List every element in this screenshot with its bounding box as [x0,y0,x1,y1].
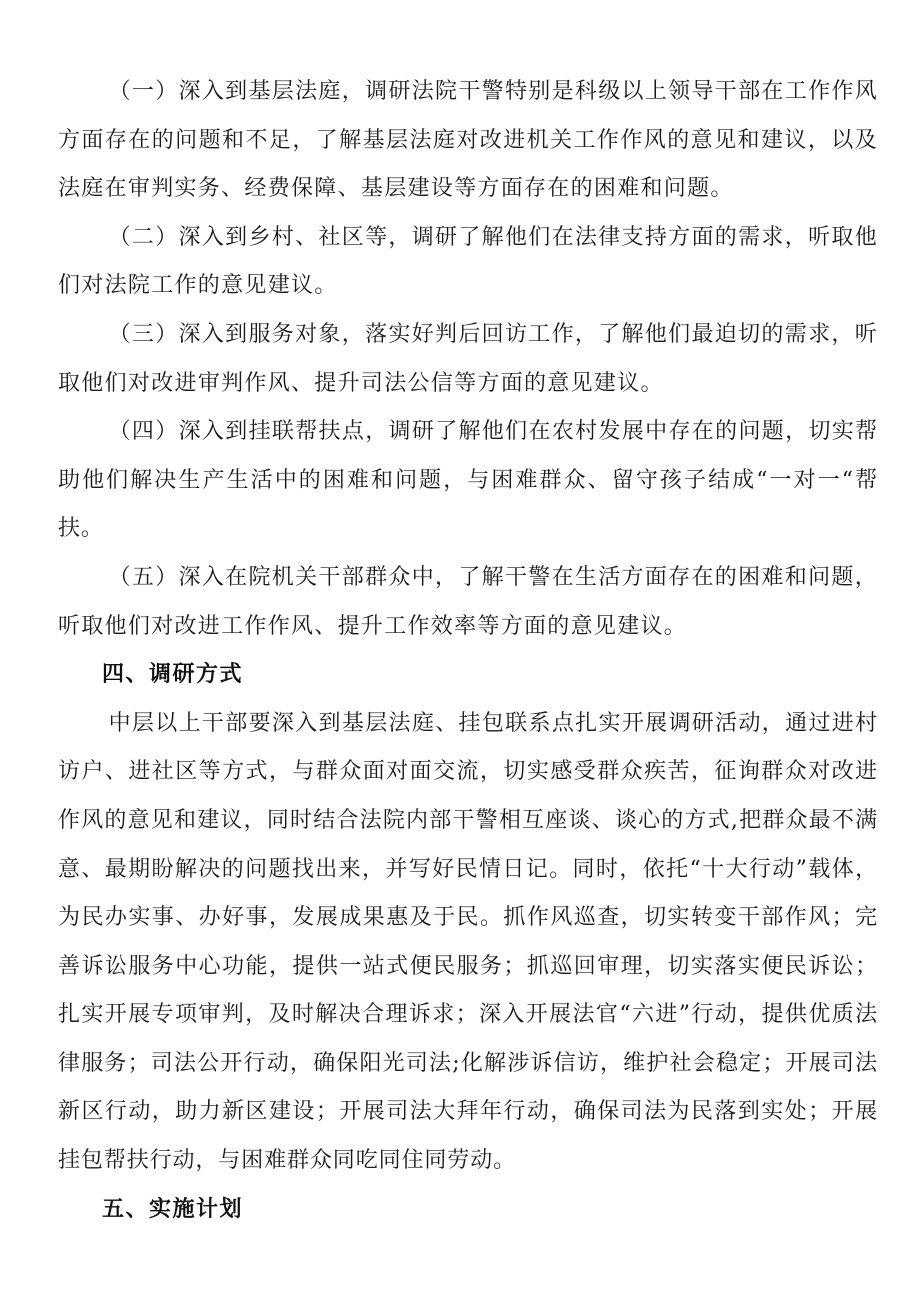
document-page [58,68,878,1234]
item-paragraph-3: （三）深入到服务对象，落实好判后回访工作，了解他们最迫切的需求，听取他们对改进审判作风、提升司法公信等方面的意见建议。 [58,321,878,396]
item-paragraph-4: （四）深入到挂联帮扶点，调研了解他们在农村发展中存在的问题，切实帮助他们解决生产生活中的困难和问题，与困难群众、留守孩子结成“一对一“帮扶。 [58,419,878,542]
item-paragraph-5: （五）深入在院机关干部群众中，了解干警在生活方面存在的困难和问题，听取他们对改进工作作风、提升工作效率等方面的意见建议。 [58,564,878,639]
section-heading-5: 五、实施计划 [102,1196,244,1222]
item-paragraph-1: （一）深入到基层法庭，调研法院干警特别是科级以上领导干部在工作作风方面存在的问题和不足，了解基层法庭对改进机关工作作风的意见和建议，以及法庭在审判实务、经费保障、基层建设等方面存在的困难和问题。 [58,79,878,202]
item-paragraph-2: （二）深入到乡村、社区等，调研了解他们在法律支持方面的需求，听取他们对法院工作的意见建议。 [58,224,878,299]
section-4-body: 中层以上干部要深入到基层法庭、挂包联系点扎实开展调研活动，通过进村访户、进社区等方式，与群众面对面交流，切实感受群众疾苦，征询群众对改进作风的意见和建议，同时结合法院内部干警相互座谈、谈心的方式,把群众最不满意、最期盼解决的问题找出来，并写好民情日记。同时，依托“十大行动”载体，为民办实事、办好事，发展成果惠及于民。抓作风巡查，切实转变干部作风；完善诉讼服务中心功能，提供一站式便民服务；抓巡回审理，切实落实便民诉讼；扎实开展专项审判，及时解决合理诉求；深入开展法官“六进”行动，提供优质法律服务；司法公开行动，确保阳光司法;化解涉诉信访，维护社会稳定；开展司法新区行动，助力新区建设；开展司法大拜年行动，确保司法为民落到实处；开展挂包帮扶行动，与困难群众同吃同住同劳动。 [58,710,878,1174]
section-heading-4: 四、调研方式 [102,662,244,688]
